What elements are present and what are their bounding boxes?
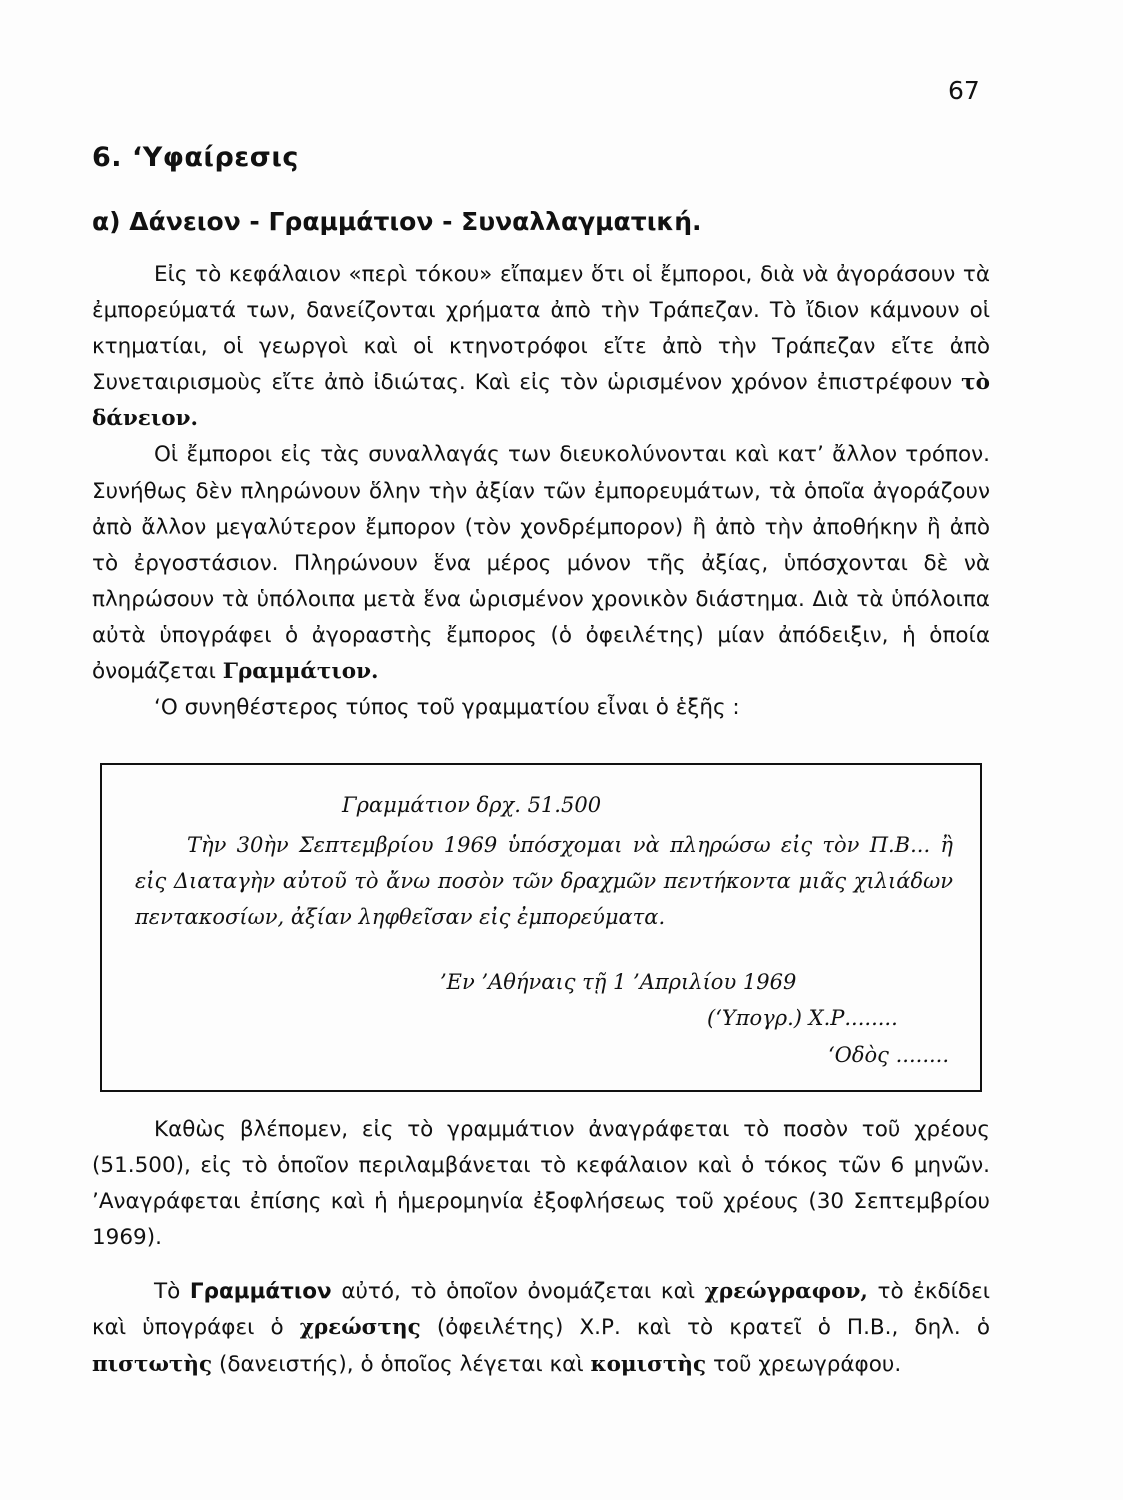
text-segment: τοῦ χρεωγράφου. <box>712 1351 902 1377</box>
subsection-title: α) Δάνειον - Γραμμάτιον - Συναλλαγματική. <box>92 207 702 236</box>
paragraph-loans <box>92 257 990 437</box>
term-creditor: πιστωτὴς <box>92 1351 213 1377</box>
section-title: 6. ‘Υφαίρεσις <box>92 142 299 173</box>
closing-paragraphs <box>92 1112 990 1383</box>
promissory-note-box <box>100 763 982 1092</box>
page-number: 67 <box>948 76 980 105</box>
note-place-date: ’Εν ’Αθήναις τῇ 1 ’Απριλίου 1969 <box>440 970 797 994</box>
text-segment: (ὀφειλέτης) Χ.Ρ. καὶ τὸ κρατεῖ ὁ Π.Β., δηλ. ὁ <box>436 1315 991 1341</box>
term-debt-certificate: χρεώγραφον, <box>704 1279 868 1305</box>
note-heading: Γραμμάτιον δρχ. 51.500 <box>342 793 602 817</box>
term-grammation: Γραμμάτιον <box>189 1279 332 1305</box>
intro-paragraphs <box>92 257 990 726</box>
paragraph-debt-instrument <box>92 1274 990 1382</box>
paragraph-loans-text: Εἰς τὸ κεφάλαιον «περὶ τόκου» εἴπαμεν ὅτι οἱ ἔμποροι, διὰ νὰ ἀγοράσουν τὰ ἐμπορεύματά των, δανείζονται χρήματα ἀπὸ τὴν Τράπεζαν. Τὸ ἴδιον κάμνουν οἱ κτηματίαι, οἱ γεωργοὶ καὶ οἱ κτηνοτρόφοι εἴτε ἀπὸ τὴν Τράπεζαν εἴτε ἀπὸ Συνεταιρισμοὺς εἴτε ἀπὸ ἰδιώτας. Καὶ εἰς τὸν ὡρισμένον χρόνον ἐπιστρέφουν <box>92 262 990 396</box>
note-body: Τὴν 30ὴν Σεπτεμβρίου 1969 ὑπόσχομαι νὰ πληρώσω εἰς τὸν Π.Β... ἢ εἰς Διαταγὴν αὐτοῦ τὸ ἄνω ποσὸν τῶν δραχμῶν πεντήκοντα μιᾶς χιλιάδων πεντακοσίων, ἀξίαν ληφθεῖσαν εἰς ἐμπορεύματα. <box>135 833 953 929</box>
term-loan: τὸ δάνειον. <box>92 370 990 432</box>
term-bearer: κομιστὴς <box>590 1351 707 1377</box>
paragraph-explanation: Καθὼς βλέπομεν, εἰς τὸ γραμμάτιον ἀναγράφεται τὸ ποσὸν τοῦ χρέους (51.500), εἰς τὸ ὁποῖον περιλαμβάνεται τὸ κεφάλαιον καὶ ὁ τόκος τῶν 6 μηνῶν. ’Αναγράφεται ἐπίσης καὶ ἡ ἡμερομηνία ἐξοφλήσεως τοῦ χρέους (30 Σεπτεμβρίου 1969). <box>92 1117 990 1251</box>
text-segment: Τὸ <box>154 1279 181 1305</box>
text-segment: τὸ ἐκδίδει καὶ ὑπογράφει ὁ <box>92 1279 990 1341</box>
text-segment: αὐτό, τὸ ὁποῖον ὀνομάζεται καὶ <box>341 1279 696 1305</box>
note-signature: (‘Υπογρ.) Χ.Ρ........ <box>707 1006 898 1030</box>
note-street: ‘Οδὸς ........ <box>828 1043 950 1067</box>
text-segment: (δανειστής), ὁ ὁποῖος λέγεται καὶ <box>218 1351 584 1377</box>
term-debtor: χρεώστης <box>299 1315 421 1341</box>
paragraph-note-form: ‘Ο συνηθέστερος τύπος τοῦ γραμματίου εἶναι ὁ ἑξῆς : <box>154 695 740 721</box>
paragraph-merchants-text: Οἱ ἔμποροι εἰς τὰς συναλλαγάς των διευκολύνονται καὶ κατ’ ἄλλον τρόπον. Συνήθως δὲν πληρώνουν ὅλην τὴν ἀξίαν τῶν ἐμπορευμάτων, τὰ ὁποῖα ἀγοράζουν ἀπὸ ἄλλον μεγαλύτερον ἔμπορον (τὸν χονδρέμπορον) ἢ ἀπὸ τὴν ἀποθήκην ἢ ἀπὸ τὸ ἐργοστάσιον. Πληρώνουν ἕνα μέρος μόνον τῆς ἀξίας, ὑπόσχονται δὲ νὰ πληρώσουν τὰ ὑπόλοιπα μετὰ ἕνα ὡρισμένον χρονικὸν διάστημα. Διὰ τὰ ὑπόλοιπα αὐτὰ ὑπογράφει ὁ ἀγοραστὴς ἔμπορος (ὁ ὀφειλέτης) μίαν ἀπόδειξιν, ἡ ὁποία ὀνομάζεται <box>92 442 990 685</box>
paragraph-merchants <box>92 437 990 690</box>
term-promissory-note: Γραμμάτιον. <box>222 659 379 685</box>
